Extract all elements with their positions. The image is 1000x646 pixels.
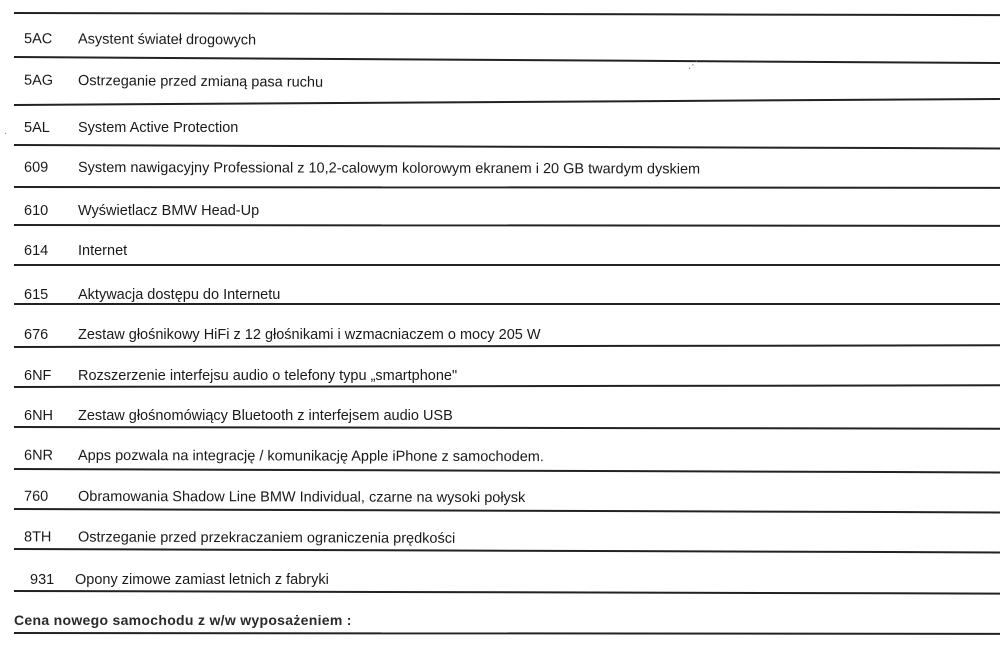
option-code: 8TH bbox=[23, 529, 52, 546]
option-row bbox=[0, 528, 1000, 555]
option-code: 609 bbox=[23, 159, 49, 176]
option-description: Opony zimowe zamiast letnich z fabryki bbox=[75, 572, 329, 588]
option-description: Zestaw głośnomówiący Bluetooth z interfejsem audio USB bbox=[78, 408, 453, 424]
ruled-line bbox=[14, 144, 1000, 149]
option-code: 615 bbox=[24, 287, 49, 303]
ruled-line bbox=[14, 186, 1000, 189]
option-row bbox=[0, 407, 1000, 431]
option-row bbox=[0, 30, 1000, 60]
option-row bbox=[0, 326, 1000, 350]
option-description: Apps pozwala na integrację / komunikację Apple iPhone z samochodem. bbox=[77, 447, 544, 466]
scan-speck: · bbox=[4, 128, 8, 139]
option-row bbox=[0, 488, 1000, 515]
option-code: 931 bbox=[30, 572, 55, 588]
option-row bbox=[0, 202, 1000, 226]
option-description: Obramowania Shadow Line BMW Individual, czarne na wysoki połysk bbox=[77, 488, 526, 507]
option-code: 760 bbox=[23, 488, 49, 505]
option-row bbox=[0, 242, 1000, 266]
ruled-line bbox=[14, 12, 1000, 16]
option-description: System Active Protection bbox=[78, 120, 239, 136]
option-description: Ostrzeganie przed zmianą pasa ruchu bbox=[77, 73, 324, 91]
option-description: Wyświetlacz BMW Head-Up bbox=[78, 203, 260, 219]
option-code: 6NH bbox=[24, 408, 54, 424]
option-description: Rozszerzenie interfejsu audio o telefony typu „smartphone" bbox=[78, 368, 458, 384]
option-row bbox=[0, 367, 1000, 391]
option-code: 610 bbox=[24, 203, 49, 219]
option-code: 676 bbox=[24, 327, 49, 343]
option-row bbox=[0, 286, 1000, 310]
option-description: Aktywacja dostępu do Internetu bbox=[78, 287, 281, 303]
option-row bbox=[0, 119, 1000, 143]
option-row bbox=[0, 72, 1000, 103]
option-row bbox=[0, 571, 1000, 595]
option-code: 614 bbox=[24, 243, 49, 259]
option-row bbox=[0, 159, 1000, 186]
option-code: 6NR bbox=[23, 447, 54, 464]
ruled-line bbox=[14, 632, 1000, 635]
option-code: 5AG bbox=[23, 72, 54, 89]
option-description: Internet bbox=[78, 243, 128, 259]
option-description: Asystent świateł drogowych bbox=[77, 31, 257, 49]
option-description: System nawigacyjny Professional z 10,2-calowym kolorowym ekranem i 20 GB twardym dyskiem bbox=[77, 159, 701, 178]
option-description: Zestaw głośnikowy HiFi z 12 głośnikami i wzmacniaczem o mocy 205 W bbox=[78, 327, 541, 343]
scan-speck: ⋰ bbox=[688, 60, 698, 71]
option-row bbox=[0, 447, 1000, 474]
option-description: Ostrzeganie przed przekraczaniem ograniczenia prędkości bbox=[77, 529, 456, 547]
option-code: 5AL bbox=[24, 120, 50, 136]
option-code: 5AC bbox=[23, 31, 53, 48]
footer-price-label: Cena nowego samochodu z w/w wyposażeniem : bbox=[14, 612, 352, 628]
option-code: 6NF bbox=[24, 368, 52, 384]
